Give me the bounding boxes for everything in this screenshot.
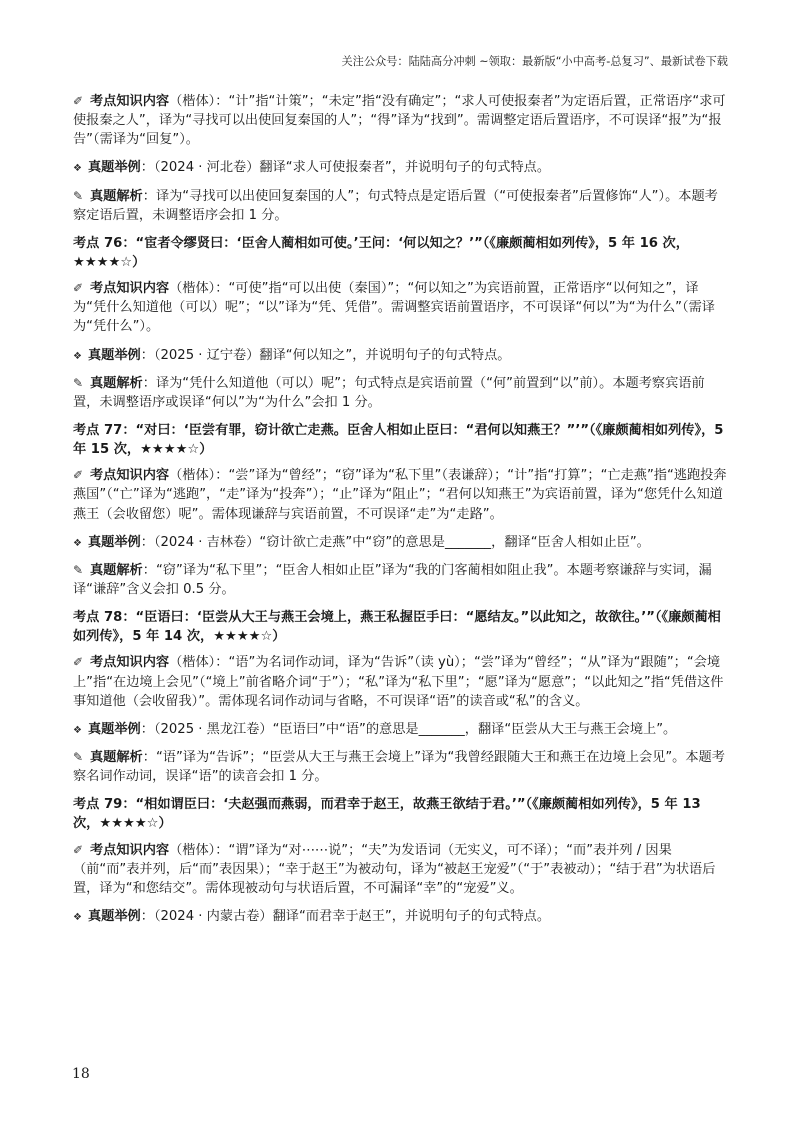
analysis-text: 译为“寻找可以出使回复秦国的人”；句式特点是定语后置（“可使报秦者”后置修饰“人”）。本题考察定语后置，未调整语序会扣 1 分。 [73, 188, 718, 223]
knowledge-text: “计”指“计策”；“未定”指“没有确定”；“求人可使报秦者”为定语后置，正常语序“求可使报秦之人”，译为“寻找可以出使回复秦国的人”；“得”译为“找到”。需调整定语后置语序，不可误译“报”为“报告”（需译为“回复”）。 [73, 94, 726, 148]
example-paragraph [73, 720, 730, 739]
example-label: 真题举例 [88, 347, 141, 363]
example-text: （2025 · 黑龙江卷）“臣语曰”中“语”的意思是_______，翻译“臣尝从大王与燕王会境上”。 [153, 721, 677, 737]
pen-icon: ✎ [73, 562, 84, 577]
example-text: （2024 · 河北卷）翻译“求人可使报秦者”，并说明句子的句式特点。 [153, 160, 551, 176]
pen-icon: ✎ [73, 375, 84, 390]
knowledge-label: 考点知识内容 [90, 842, 170, 858]
knowledge-paragraph [73, 841, 730, 898]
knowledge-label: 考点知识内容 [90, 281, 170, 297]
diamond-bullet-icon: ❖ [73, 163, 82, 175]
colon: ： [140, 534, 154, 550]
analysis-paragraph [73, 374, 730, 412]
colon: ： [140, 347, 154, 363]
page-content [73, 92, 730, 935]
knowledge-paragraph [73, 653, 730, 710]
page-header: 关注公众号：陆陆高分冲刺 ~领取：最新版“小中高考-总复习”、最新试卷下载 [341, 55, 728, 68]
diamond-bullet-icon: ❖ [73, 537, 82, 549]
colon: ： [142, 375, 156, 391]
analysis-paragraph [73, 561, 730, 599]
pencil-icon: ✐ [73, 655, 84, 670]
analysis-text: “语”译为“告诉”；“臣尝从大王与燕王会境上”译为“我曾经跟随大王和燕王在边境上会见”。本题考察名词作动词，误译“语”的读音会扣 1 分。 [73, 749, 725, 785]
knowledge-text: “谓”译为“对⋯⋯说”；“夫”为发语词（无实义，可不译）；“而”表并列 / 因果（前“而”表并列，后“而”表因果）；“幸于赵王”为被动句，译为“被赵王宠爱”（“于”表被动）；“结于君”为状语后置，译为“和您结交”。需体现被动句与状语后置，不可漏译“幸”的“宠爱”义。 [73, 842, 716, 896]
knowledge-suffix: （楷体）： [169, 94, 229, 109]
example-text: （2024 · 吉林卷）“窃计欲亡走燕”中“窃”的意思是_______，翻译“臣舍人相如止臣”。 [153, 534, 650, 550]
knowledge-suffix: （楷体）： [169, 281, 229, 297]
analysis-paragraph [73, 187, 730, 225]
example-label: 真题举例 [88, 160, 141, 176]
example-paragraph [73, 907, 730, 926]
example-paragraph [73, 533, 730, 552]
analysis-label: 真题解析 [90, 375, 143, 391]
example-label: 真题举例 [88, 908, 141, 924]
diamond-bullet-icon: ❖ [73, 350, 82, 362]
kaodian-title: 考点 76：“宦者令缪贤曰：‘臣舍人蔺相如可使。’王问：‘何以知之？’”（《廉颇蔺相如列传》，5 年 16 次，★★★★☆） [73, 235, 689, 270]
analysis-label: 真题解析 [90, 749, 143, 765]
diamond-bullet-icon: ❖ [73, 724, 82, 736]
example-label: 真题举例 [88, 534, 141, 550]
knowledge-label: 考点知识内容 [90, 468, 170, 484]
colon: ： [140, 908, 154, 924]
analysis-paragraph [73, 748, 730, 786]
colon: ： [140, 160, 154, 176]
kaodian-title: 考点 79：“相如谓臣曰：‘夫赵强而燕弱，而君幸于赵王，故燕王欲结于君。’”（《廉颇蔺相如列传》，5 年 13 次，★★★★☆） [73, 797, 701, 832]
knowledge-paragraph [73, 92, 730, 149]
knowledge-paragraph [73, 279, 730, 336]
knowledge-suffix: （楷体）： [169, 655, 229, 671]
analysis-text: 译为“凭什么知道他（可以）呢”；句式特点是宾语前置（“何”前置到“以”前）。本题考察宾语前置，未调整语序或误译“何以”为“为什么”会扣 1 分。 [73, 375, 705, 410]
pencil-icon: ✐ [73, 842, 84, 857]
colon: ： [142, 749, 156, 765]
example-paragraph [73, 158, 730, 177]
knowledge-text: “尝”译为“曾经”；“窃”译为“私下里”（表谦辞）；“计”指“打算”；“亡走燕”指“逃跑投奔燕国”（“亡”译为“逃跑”，“走”译为“投奔”）；“止”译为“阻止”；“君何以知燕王”为宾语前置，译为“您凭什么知道燕王（会收留您）呢”。需体现谦辞与宾语前置，不可误译“走”为“走路”。 [73, 468, 727, 522]
pen-icon: ✎ [73, 188, 84, 203]
page-number: 18 [72, 1066, 90, 1082]
knowledge-paragraph [73, 466, 730, 523]
pen-icon: ✎ [73, 749, 84, 764]
kaodian-76 [73, 234, 730, 412]
example-label: 真题举例 [88, 721, 141, 737]
pencil-icon: ✐ [73, 94, 84, 108]
colon: ： [142, 562, 156, 578]
analysis-text: “窃”译为“私下里”；“臣舍人相如止臣”译为“我的门客蔺相如阻止我”。本题考察谦辞与实词，漏译“谦辞”含义会扣 0.5 分。 [73, 562, 712, 597]
colon: ： [140, 721, 154, 737]
diamond-bullet-icon: ❖ [73, 911, 82, 923]
example-paragraph [73, 346, 730, 365]
knowledge-label: 考点知识内容 [90, 655, 170, 671]
knowledge-text: “可使”指“可以出使（秦国）”；“何以知之”为宾语前置，正常语序“以何知之”，译为“凭什么知道他（可以）呢”；“以”译为“凭、凭借”。需调整宾语前置语序，不可误译“何以”为“为什么”（需译为“凭什么”）。 [73, 281, 715, 335]
pencil-icon: ✐ [73, 281, 84, 296]
knowledge-label: 考点知识内容 [90, 94, 170, 109]
knowledge-suffix: （楷体）： [169, 468, 229, 484]
pencil-icon: ✐ [73, 468, 84, 483]
analysis-label: 真题解析 [90, 188, 143, 204]
kaodian-79 [73, 795, 730, 926]
analysis-label: 真题解析 [90, 562, 143, 578]
example-text: （2024 · 内蒙古卷）翻译“而君幸于赵王”，并说明句子的句式特点。 [153, 908, 551, 924]
example-text: （2025 · 辽宁卷）翻译“何以知之”，并说明句子的句式特点。 [153, 347, 511, 363]
kaodian-title: 考点 78：“臣语曰：‘臣尝从大王与燕王会境上，燕王私握臣手曰：“愿结友。”以此知之，故欲往。’”（《廉颇蔺相如列传》，5 年 14 次，★★★★☆） [73, 610, 721, 645]
knowledge-suffix: （楷体）： [169, 842, 229, 858]
knowledge-text: “语”为名词作动词，译为“告诉”（读 yù）；“尝”译为“曾经”；“从”译为“跟随”；“会境上”指“在边境上会见”（“境上”前省略介词“于”）；“私”译为“私下里”；“愿”译为“愿意”；“以此知之”指“凭借这件事知道他（会收留我）”。需体现名词作动词与省略，不可误译“语”的读音或“私”的含义。 [73, 655, 724, 709]
kaodian-77 [73, 421, 730, 599]
kaodian-title: 考点 77：“对曰：‘臣尝有罪，窃计欲亡走燕。臣舍人相如止臣曰：“君何以知燕王？”’”（《廉颇蔺相如列传》，5 年 15 次，★★★★☆） [73, 422, 724, 458]
colon: ： [142, 188, 156, 204]
kaodian-78 [73, 608, 730, 786]
